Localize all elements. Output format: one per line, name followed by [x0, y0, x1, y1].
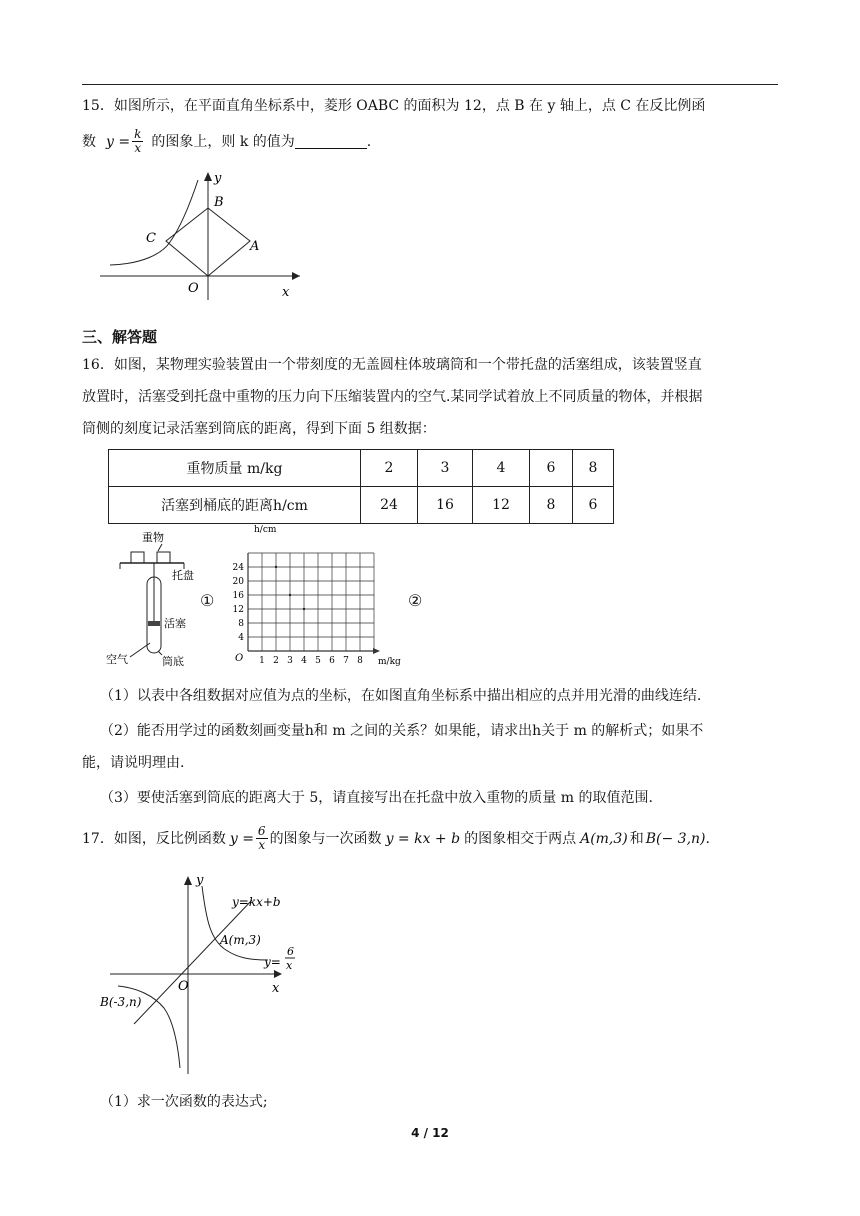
q17-figure — [98, 870, 310, 1076]
grid-x-label: m/kg — [378, 657, 401, 667]
grid-x-tick: 1 — [259, 656, 265, 666]
q16-sub2-line2: 能，请说明理由. — [82, 755, 185, 771]
point-b-label: B(-3,n) — [100, 995, 142, 1009]
table-row2-header: 活塞到桶底的距离h/cm — [109, 487, 361, 524]
x-axis-arrow — [292, 272, 300, 280]
x-axis-arrow — [274, 970, 282, 978]
linear-function-line — [134, 900, 252, 1024]
grid-y-tick: 8 — [238, 619, 244, 629]
q17-fraction-den: x — [258, 838, 266, 852]
q17-fraction — [256, 825, 268, 852]
q16-sub2-line1: （2）能否用学过的函数刻画变量h和 m 之间的关系？如果能，请求出h关于 m 的解析式；如果不 — [100, 723, 704, 739]
bottom-label: 筒底 — [162, 655, 184, 668]
table-cell: 8 — [530, 487, 573, 524]
x-label: x — [272, 981, 280, 996]
tray-label: 托盘 — [172, 569, 194, 582]
apparatus-figure — [100, 527, 200, 673]
q15-line2 — [82, 128, 371, 155]
q17-mid2: 的图象相交于两点 — [464, 830, 577, 847]
blank-grid-figure — [226, 523, 410, 669]
y-axis-arrow — [204, 172, 212, 181]
q15-fraction-den: x — [134, 141, 142, 155]
grid-y-label: h/cm — [254, 525, 277, 535]
q16-line2: 放置时，活塞受到托盘中重物的压力向下压缩装置内的空气.某同学试着放上不同质量的物体，并根据 — [82, 389, 703, 405]
q17-pre: 17．如图，反比例函数 — [82, 830, 226, 847]
data-table — [108, 449, 614, 524]
q16-sub3: （3）要使活塞到筒底的距离大于 5，请直接写出在托盘中放入重物的质量 m 的取值范围. — [100, 790, 653, 806]
q17-f2: y = kx + b — [385, 830, 461, 847]
page-number: 4 / 12 — [411, 1126, 449, 1140]
grid-x-tick: 4 — [301, 656, 307, 666]
section-title: 三、解答题 — [82, 328, 158, 346]
q17-sub1: （1）求一次函数的表达式; — [100, 1094, 268, 1110]
piston-label: 活塞 — [164, 617, 186, 630]
origin-label: O — [178, 979, 189, 994]
grid-origin-label: O — [235, 653, 244, 664]
table-cell: 2 — [361, 450, 418, 487]
point-a-label: A(m,3) — [220, 933, 261, 947]
q15-line2-post: 的图象上，则 k 的值为 — [151, 133, 295, 150]
table-cell: 12 — [473, 487, 530, 524]
q17-mid: 的图象与一次函数 — [269, 830, 382, 847]
y-axis-arrow — [184, 876, 192, 885]
grid-x-tick: 7 — [343, 656, 349, 666]
q16-line3: 筒侧的刻度记录活塞到筒底的距离，得到下面 5 组数据： — [82, 421, 436, 437]
circle-marker-1: ① — [200, 591, 215, 610]
q17-line1 — [82, 825, 710, 852]
table-cell: 6 — [530, 450, 573, 487]
table-cell: 6 — [573, 487, 614, 524]
q15-fraction-num: k — [134, 127, 142, 141]
line-label: y=kx+b — [232, 895, 281, 909]
grid-mark-dot — [303, 608, 305, 610]
q15-formula-y: y = — [106, 133, 131, 150]
grid-x-tick: 3 — [287, 656, 293, 666]
grid-mark-dot — [289, 594, 291, 596]
table-row — [109, 450, 614, 487]
grid-y-tick: 12 — [232, 605, 244, 615]
weight-block-right — [157, 552, 170, 563]
table-row — [109, 487, 614, 524]
grid-lines — [248, 553, 380, 654]
weight-block-left — [131, 552, 144, 563]
grid-y-tick: 24 — [232, 563, 244, 573]
grid-y-tick: 20 — [232, 577, 244, 587]
grid-x-arrow — [373, 648, 380, 654]
table-cell: 4 — [473, 450, 530, 487]
table-row1-header: 重物质量 m/kg — [109, 450, 361, 487]
table-cell: 3 — [418, 450, 473, 487]
grid-x-tick: 5 — [315, 656, 321, 666]
circle-marker-2: ② — [408, 591, 423, 610]
table-cell: 24 — [361, 487, 418, 524]
curve-label-den: x — [286, 959, 293, 972]
q17-point-a: A(m,3) — [580, 830, 628, 847]
point-c-label: C — [146, 231, 156, 246]
bottom-pointer — [158, 651, 162, 655]
weight-pointer — [158, 544, 162, 551]
y-label: y — [214, 171, 222, 186]
y-label: y — [196, 873, 204, 888]
q16-sub1: （1）以表中各组数据对应值为点的坐标，在如图直角坐标系中描出相应的点并用光滑的曲线连结. — [100, 688, 702, 704]
table-cell: 16 — [418, 487, 473, 524]
origin-label: O — [188, 281, 199, 296]
q15-line2-end: . — [366, 133, 372, 150]
piston — [148, 621, 160, 626]
air-label: 空气 — [106, 653, 128, 666]
weight-label: 重物 — [142, 531, 164, 544]
grid-x-tick: 2 — [273, 656, 279, 666]
grid-y-tick: 16 — [232, 591, 244, 601]
q17-end: . — [705, 830, 710, 847]
curve-label-num: 6 — [287, 945, 294, 958]
grid-mark-dot — [275, 566, 277, 568]
hyperbola-branch — [110, 180, 198, 265]
q15-rhombus-figure — [100, 168, 310, 300]
q16-line1: 16．如图，某物理实验装置由一个带刻度的无盖圆柱体玻璃筒和一个带托盘的活塞组成，该装置竖直 — [82, 357, 702, 373]
q15-line1: 15．如图所示，在平面直角坐标系中，菱形 OABC 的面积为 12，点 B 在 y 轴上，点 C 在反比例函 — [82, 98, 706, 114]
q15-fraction — [132, 128, 143, 155]
q17-and: 和 — [629, 830, 644, 847]
point-b-label: B — [214, 195, 224, 210]
q17-point-b: B(− 3,n) — [645, 830, 706, 847]
answer-blank — [295, 134, 367, 149]
curve-label-y: y= — [264, 955, 281, 969]
q17-fraction-num: 6 — [257, 824, 266, 838]
header-rule — [82, 84, 778, 85]
q17-f1-y: y = — [229, 830, 254, 847]
x-label: x — [282, 285, 290, 300]
table-cell: 8 — [573, 450, 614, 487]
grid-x-tick: 6 — [329, 656, 335, 666]
grid-y-tick: 4 — [238, 633, 244, 643]
grid-x-tick: 8 — [357, 656, 363, 666]
q15-line2-pre: 数 — [82, 133, 96, 150]
air-pointer — [130, 643, 150, 657]
point-a-label: A — [250, 239, 260, 254]
